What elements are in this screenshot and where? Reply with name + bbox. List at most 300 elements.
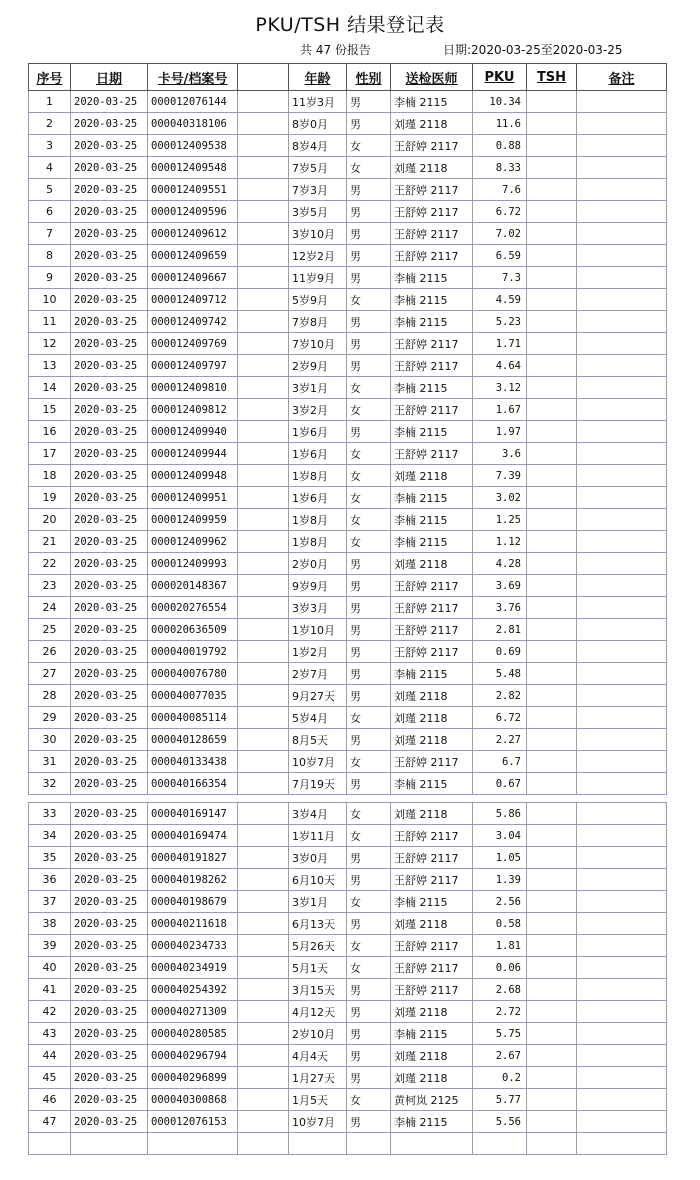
row-pku: 0.88 bbox=[473, 135, 527, 157]
row-notes bbox=[577, 157, 667, 179]
row-notes bbox=[577, 465, 667, 487]
row-tsh bbox=[527, 333, 577, 355]
row-blank bbox=[238, 913, 289, 935]
row-age: 3岁0月 bbox=[289, 847, 347, 869]
row-card-no: 000012409548 bbox=[148, 157, 238, 179]
row-index: 9 bbox=[29, 267, 71, 289]
row-age: 1月5天 bbox=[289, 1089, 347, 1111]
row-pku: 10.34 bbox=[473, 91, 527, 113]
row-pku: 3.02 bbox=[473, 487, 527, 509]
row-card-no: 000012409596 bbox=[148, 201, 238, 223]
table-row bbox=[29, 1023, 667, 1045]
row-index: 34 bbox=[29, 825, 71, 847]
row-card-no: 000040211618 bbox=[148, 913, 238, 935]
row-notes bbox=[577, 957, 667, 979]
row-notes bbox=[577, 773, 667, 795]
row-card-no: 000012409797 bbox=[148, 355, 238, 377]
table-row bbox=[29, 575, 667, 597]
row-sex: 男 bbox=[347, 869, 391, 891]
col-header-card-no: 卡号/档案号 bbox=[148, 64, 238, 91]
row-date: 2020-03-25 bbox=[71, 267, 148, 289]
row-pku: 1.25 bbox=[473, 509, 527, 531]
row-index: 15 bbox=[29, 399, 71, 421]
row-blank bbox=[238, 333, 289, 355]
row-pku: 7.02 bbox=[473, 223, 527, 245]
row-notes bbox=[577, 267, 667, 289]
row-card-no: 000012076144 bbox=[148, 91, 238, 113]
row-physician: 李楠 2115 bbox=[391, 289, 473, 311]
row-date: 2020-03-25 bbox=[71, 913, 148, 935]
row-index: 19 bbox=[29, 487, 71, 509]
table-row bbox=[29, 355, 667, 377]
row-index: 27 bbox=[29, 663, 71, 685]
row-date: 2020-03-25 bbox=[71, 663, 148, 685]
table-row bbox=[29, 135, 667, 157]
row-age: 3岁5月 bbox=[289, 201, 347, 223]
row-notes bbox=[577, 179, 667, 201]
row-pku: 1.12 bbox=[473, 531, 527, 553]
row-card-no: 000040234733 bbox=[148, 935, 238, 957]
row-date: 2020-03-25 bbox=[71, 553, 148, 575]
row-pku: 7.3 bbox=[473, 267, 527, 289]
table-header-row bbox=[29, 64, 667, 91]
table-row bbox=[29, 663, 667, 685]
row-card-no: 000012076153 bbox=[148, 1111, 238, 1133]
row-card-no: 000012409667 bbox=[148, 267, 238, 289]
row-physician: 王舒婷 2117 bbox=[391, 333, 473, 355]
row-index: 37 bbox=[29, 891, 71, 913]
row-notes bbox=[577, 421, 667, 443]
row-notes bbox=[577, 663, 667, 685]
row-physician: 王舒婷 2117 bbox=[391, 245, 473, 267]
col-header-pku: PKU bbox=[473, 64, 527, 91]
row-blank bbox=[238, 531, 289, 553]
row-blank bbox=[238, 751, 289, 773]
row-physician: 王舒婷 2117 bbox=[391, 135, 473, 157]
row-physician: 刘瑾 2118 bbox=[391, 913, 473, 935]
row-tsh bbox=[527, 267, 577, 289]
empty-cell bbox=[391, 1133, 473, 1155]
row-physician: 王舒婷 2117 bbox=[391, 179, 473, 201]
row-pku: 5.48 bbox=[473, 663, 527, 685]
empty-cell bbox=[577, 1133, 667, 1155]
row-tsh bbox=[527, 399, 577, 421]
row-physician: 王舒婷 2117 bbox=[391, 957, 473, 979]
row-index: 30 bbox=[29, 729, 71, 751]
row-sex: 女 bbox=[347, 957, 391, 979]
row-physician: 王舒婷 2117 bbox=[391, 751, 473, 773]
row-age: 9月27天 bbox=[289, 685, 347, 707]
row-card-no: 000020148367 bbox=[148, 575, 238, 597]
row-sex: 女 bbox=[347, 803, 391, 825]
row-physician: 刘瑾 2118 bbox=[391, 803, 473, 825]
row-index: 33 bbox=[29, 803, 71, 825]
row-card-no: 000012409551 bbox=[148, 179, 238, 201]
row-card-no: 000040318106 bbox=[148, 113, 238, 135]
row-sex: 男 bbox=[347, 91, 391, 113]
table-row bbox=[29, 509, 667, 531]
row-date: 2020-03-25 bbox=[71, 531, 148, 553]
row-card-no: 000012409769 bbox=[148, 333, 238, 355]
row-blank bbox=[238, 223, 289, 245]
row-pku: 6.72 bbox=[473, 201, 527, 223]
row-blank bbox=[238, 979, 289, 1001]
row-sex: 男 bbox=[347, 113, 391, 135]
row-notes bbox=[577, 935, 667, 957]
row-blank bbox=[238, 311, 289, 333]
row-sex: 女 bbox=[347, 157, 391, 179]
row-date: 2020-03-25 bbox=[71, 377, 148, 399]
row-physician: 王舒婷 2117 bbox=[391, 575, 473, 597]
row-blank bbox=[238, 245, 289, 267]
row-index: 43 bbox=[29, 1023, 71, 1045]
table-row bbox=[29, 913, 667, 935]
row-pku: 0.2 bbox=[473, 1067, 527, 1089]
row-date: 2020-03-25 bbox=[71, 773, 148, 795]
row-card-no: 000012409948 bbox=[148, 465, 238, 487]
row-index: 7 bbox=[29, 223, 71, 245]
row-date: 2020-03-25 bbox=[71, 333, 148, 355]
row-age: 8月5天 bbox=[289, 729, 347, 751]
row-physician: 刘瑾 2118 bbox=[391, 729, 473, 751]
empty-cell bbox=[29, 1133, 71, 1155]
row-sex: 男 bbox=[347, 619, 391, 641]
row-card-no: 000012409944 bbox=[148, 443, 238, 465]
row-card-no: 000012409612 bbox=[148, 223, 238, 245]
row-notes bbox=[577, 1067, 667, 1089]
row-age: 1岁8月 bbox=[289, 531, 347, 553]
row-pku: 4.59 bbox=[473, 289, 527, 311]
row-index: 12 bbox=[29, 333, 71, 355]
row-card-no: 000040254392 bbox=[148, 979, 238, 1001]
row-pku: 2.67 bbox=[473, 1045, 527, 1067]
row-card-no: 000012409712 bbox=[148, 289, 238, 311]
row-tsh bbox=[527, 465, 577, 487]
table-row bbox=[29, 729, 667, 751]
table-row bbox=[29, 465, 667, 487]
row-blank bbox=[238, 1089, 289, 1111]
row-tsh bbox=[527, 935, 577, 957]
row-tsh bbox=[527, 685, 577, 707]
row-age: 5岁9月 bbox=[289, 289, 347, 311]
row-tsh bbox=[527, 289, 577, 311]
row-blank bbox=[238, 201, 289, 223]
row-age: 4月12天 bbox=[289, 1001, 347, 1023]
row-pku: 2.56 bbox=[473, 891, 527, 913]
table-row bbox=[29, 685, 667, 707]
row-blank bbox=[238, 729, 289, 751]
row-tsh bbox=[527, 377, 577, 399]
row-card-no: 000012409962 bbox=[148, 531, 238, 553]
row-pku: 3.6 bbox=[473, 443, 527, 465]
table-row bbox=[29, 333, 667, 355]
row-date: 2020-03-25 bbox=[71, 135, 148, 157]
row-card-no: 000040296899 bbox=[148, 1067, 238, 1089]
empty-cell bbox=[238, 1133, 289, 1155]
table-row bbox=[29, 1089, 667, 1111]
row-date: 2020-03-25 bbox=[71, 729, 148, 751]
row-notes bbox=[577, 509, 667, 531]
row-physician: 王舒婷 2117 bbox=[391, 641, 473, 663]
row-blank bbox=[238, 443, 289, 465]
row-tsh bbox=[527, 597, 577, 619]
row-pku: 4.28 bbox=[473, 553, 527, 575]
row-pku: 7.39 bbox=[473, 465, 527, 487]
row-age: 5月26天 bbox=[289, 935, 347, 957]
row-tsh bbox=[527, 847, 577, 869]
row-sex: 女 bbox=[347, 487, 391, 509]
table-row-empty bbox=[29, 1133, 667, 1155]
row-sex: 女 bbox=[347, 1089, 391, 1111]
row-blank bbox=[238, 597, 289, 619]
row-index: 11 bbox=[29, 311, 71, 333]
row-date: 2020-03-25 bbox=[71, 1023, 148, 1045]
row-notes bbox=[577, 751, 667, 773]
row-age: 2岁0月 bbox=[289, 553, 347, 575]
row-age: 1岁8月 bbox=[289, 465, 347, 487]
row-card-no: 000040296794 bbox=[148, 1045, 238, 1067]
row-sex: 男 bbox=[347, 421, 391, 443]
row-tsh bbox=[527, 421, 577, 443]
row-blank bbox=[238, 1001, 289, 1023]
row-card-no: 000012409538 bbox=[148, 135, 238, 157]
row-blank bbox=[238, 847, 289, 869]
date-range: 日期:2020-03-25至2020-03-25 bbox=[443, 43, 623, 57]
row-age: 7岁5月 bbox=[289, 157, 347, 179]
row-index: 45 bbox=[29, 1067, 71, 1089]
row-physician: 李楠 2115 bbox=[391, 91, 473, 113]
row-blank bbox=[238, 91, 289, 113]
col-header-notes: 备注 bbox=[577, 64, 667, 91]
row-index: 36 bbox=[29, 869, 71, 891]
row-sex: 女 bbox=[347, 751, 391, 773]
row-blank bbox=[238, 803, 289, 825]
row-tsh bbox=[527, 355, 577, 377]
row-age: 3岁3月 bbox=[289, 597, 347, 619]
row-index: 31 bbox=[29, 751, 71, 773]
row-physician: 刘瑾 2118 bbox=[391, 685, 473, 707]
row-blank bbox=[238, 935, 289, 957]
row-physician: 李楠 2115 bbox=[391, 1111, 473, 1133]
row-pku: 5.56 bbox=[473, 1111, 527, 1133]
row-tsh bbox=[527, 707, 577, 729]
row-tsh bbox=[527, 443, 577, 465]
col-header-age: 年龄 bbox=[289, 64, 347, 91]
row-index: 42 bbox=[29, 1001, 71, 1023]
table-row bbox=[29, 443, 667, 465]
row-tsh bbox=[527, 803, 577, 825]
row-notes bbox=[577, 869, 667, 891]
row-blank bbox=[238, 1045, 289, 1067]
row-age: 1岁6月 bbox=[289, 487, 347, 509]
row-date: 2020-03-25 bbox=[71, 1067, 148, 1089]
row-physician: 黄柯岚 2125 bbox=[391, 1089, 473, 1111]
table-row bbox=[29, 311, 667, 333]
table-row bbox=[29, 773, 667, 795]
row-index: 23 bbox=[29, 575, 71, 597]
row-notes bbox=[577, 825, 667, 847]
row-sex: 男 bbox=[347, 1045, 391, 1067]
row-index: 2 bbox=[29, 113, 71, 135]
row-physician: 王舒婷 2117 bbox=[391, 847, 473, 869]
row-index: 3 bbox=[29, 135, 71, 157]
row-pku: 5.86 bbox=[473, 803, 527, 825]
row-pku: 0.67 bbox=[473, 773, 527, 795]
row-age: 1岁8月 bbox=[289, 509, 347, 531]
row-date: 2020-03-25 bbox=[71, 1001, 148, 1023]
row-blank bbox=[238, 179, 289, 201]
table-row bbox=[29, 113, 667, 135]
row-physician: 王舒婷 2117 bbox=[391, 869, 473, 891]
row-card-no: 000012409940 bbox=[148, 421, 238, 443]
row-notes bbox=[577, 891, 667, 913]
row-notes bbox=[577, 355, 667, 377]
row-physician: 王舒婷 2117 bbox=[391, 979, 473, 1001]
row-physician: 刘瑾 2118 bbox=[391, 465, 473, 487]
row-card-no: 000040019792 bbox=[148, 641, 238, 663]
row-index: 41 bbox=[29, 979, 71, 1001]
table-row bbox=[29, 531, 667, 553]
row-sex: 男 bbox=[347, 663, 391, 685]
row-date: 2020-03-25 bbox=[71, 803, 148, 825]
row-blank bbox=[238, 825, 289, 847]
empty-cell bbox=[347, 1133, 391, 1155]
row-tsh bbox=[527, 825, 577, 847]
row-blank bbox=[238, 267, 289, 289]
row-date: 2020-03-25 bbox=[71, 869, 148, 891]
row-tsh bbox=[527, 979, 577, 1001]
table-row bbox=[29, 421, 667, 443]
row-age: 12岁2月 bbox=[289, 245, 347, 267]
row-card-no: 000040234919 bbox=[148, 957, 238, 979]
row-notes bbox=[577, 311, 667, 333]
row-notes bbox=[577, 113, 667, 135]
row-physician: 王舒婷 2117 bbox=[391, 201, 473, 223]
row-blank bbox=[238, 773, 289, 795]
row-card-no: 000012409993 bbox=[148, 553, 238, 575]
row-physician: 王舒婷 2117 bbox=[391, 597, 473, 619]
row-physician: 李楠 2115 bbox=[391, 509, 473, 531]
row-sex: 女 bbox=[347, 707, 391, 729]
row-tsh bbox=[527, 663, 577, 685]
row-date: 2020-03-25 bbox=[71, 245, 148, 267]
row-sex: 男 bbox=[347, 979, 391, 1001]
row-date: 2020-03-25 bbox=[71, 575, 148, 597]
row-sex: 女 bbox=[347, 377, 391, 399]
row-date: 2020-03-25 bbox=[71, 465, 148, 487]
row-index: 39 bbox=[29, 935, 71, 957]
table-row bbox=[29, 641, 667, 663]
report-title: PKU/TSH 结果登记表 bbox=[255, 14, 445, 36]
row-notes bbox=[577, 685, 667, 707]
row-pku: 0.06 bbox=[473, 957, 527, 979]
row-notes bbox=[577, 245, 667, 267]
row-pku: 4.64 bbox=[473, 355, 527, 377]
table-row bbox=[29, 377, 667, 399]
row-card-no: 000040280585 bbox=[148, 1023, 238, 1045]
row-notes bbox=[577, 333, 667, 355]
row-age: 3岁2月 bbox=[289, 399, 347, 421]
row-tsh bbox=[527, 729, 577, 751]
row-age: 7月19天 bbox=[289, 773, 347, 795]
row-notes bbox=[577, 553, 667, 575]
row-date: 2020-03-25 bbox=[71, 979, 148, 1001]
row-age: 7岁8月 bbox=[289, 311, 347, 333]
row-date: 2020-03-25 bbox=[71, 1089, 148, 1111]
row-card-no: 000040198262 bbox=[148, 869, 238, 891]
row-age: 6月10天 bbox=[289, 869, 347, 891]
table-row bbox=[29, 847, 667, 869]
row-pku: 1.67 bbox=[473, 399, 527, 421]
row-blank bbox=[238, 487, 289, 509]
row-age: 1岁11月 bbox=[289, 825, 347, 847]
row-notes bbox=[577, 597, 667, 619]
row-tsh bbox=[527, 531, 577, 553]
row-age: 1岁6月 bbox=[289, 443, 347, 465]
row-date: 2020-03-25 bbox=[71, 597, 148, 619]
col-header-blank bbox=[238, 64, 289, 91]
row-notes bbox=[577, 223, 667, 245]
results-table-page-1 bbox=[28, 63, 667, 795]
row-sex: 男 bbox=[347, 685, 391, 707]
row-date: 2020-03-25 bbox=[71, 487, 148, 509]
row-card-no: 000040133438 bbox=[148, 751, 238, 773]
row-blank bbox=[238, 869, 289, 891]
row-date: 2020-03-25 bbox=[71, 311, 148, 333]
row-physician: 刘瑾 2118 bbox=[391, 1045, 473, 1067]
row-index: 26 bbox=[29, 641, 71, 663]
row-notes bbox=[577, 707, 667, 729]
table-row bbox=[29, 245, 667, 267]
row-physician: 李楠 2115 bbox=[391, 891, 473, 913]
report-count: 共 47 份报告 bbox=[300, 43, 371, 57]
empty-cell bbox=[148, 1133, 238, 1155]
row-notes bbox=[577, 135, 667, 157]
row-date: 2020-03-25 bbox=[71, 847, 148, 869]
row-physician: 王舒婷 2117 bbox=[391, 399, 473, 421]
row-blank bbox=[238, 465, 289, 487]
row-tsh bbox=[527, 641, 577, 663]
row-sex: 女 bbox=[347, 531, 391, 553]
row-age: 1岁2月 bbox=[289, 641, 347, 663]
row-notes bbox=[577, 803, 667, 825]
row-index: 44 bbox=[29, 1045, 71, 1067]
row-sex: 男 bbox=[347, 245, 391, 267]
table-row bbox=[29, 179, 667, 201]
row-age: 11岁3月 bbox=[289, 91, 347, 113]
row-index: 22 bbox=[29, 553, 71, 575]
row-sex: 男 bbox=[347, 267, 391, 289]
row-age: 3岁1月 bbox=[289, 377, 347, 399]
row-date: 2020-03-25 bbox=[71, 201, 148, 223]
row-age: 6月13天 bbox=[289, 913, 347, 935]
row-age: 3岁4月 bbox=[289, 803, 347, 825]
col-header-tsh: TSH bbox=[527, 64, 577, 91]
row-pku: 2.72 bbox=[473, 1001, 527, 1023]
row-card-no: 000040300868 bbox=[148, 1089, 238, 1111]
row-date: 2020-03-25 bbox=[71, 825, 148, 847]
row-index: 1 bbox=[29, 91, 71, 113]
row-sex: 女 bbox=[347, 135, 391, 157]
row-notes bbox=[577, 377, 667, 399]
row-index: 20 bbox=[29, 509, 71, 531]
row-sex: 男 bbox=[347, 201, 391, 223]
row-age: 3岁1月 bbox=[289, 891, 347, 913]
row-tsh bbox=[527, 113, 577, 135]
row-age: 8岁0月 bbox=[289, 113, 347, 135]
row-sex: 男 bbox=[347, 355, 391, 377]
row-sex: 女 bbox=[347, 465, 391, 487]
